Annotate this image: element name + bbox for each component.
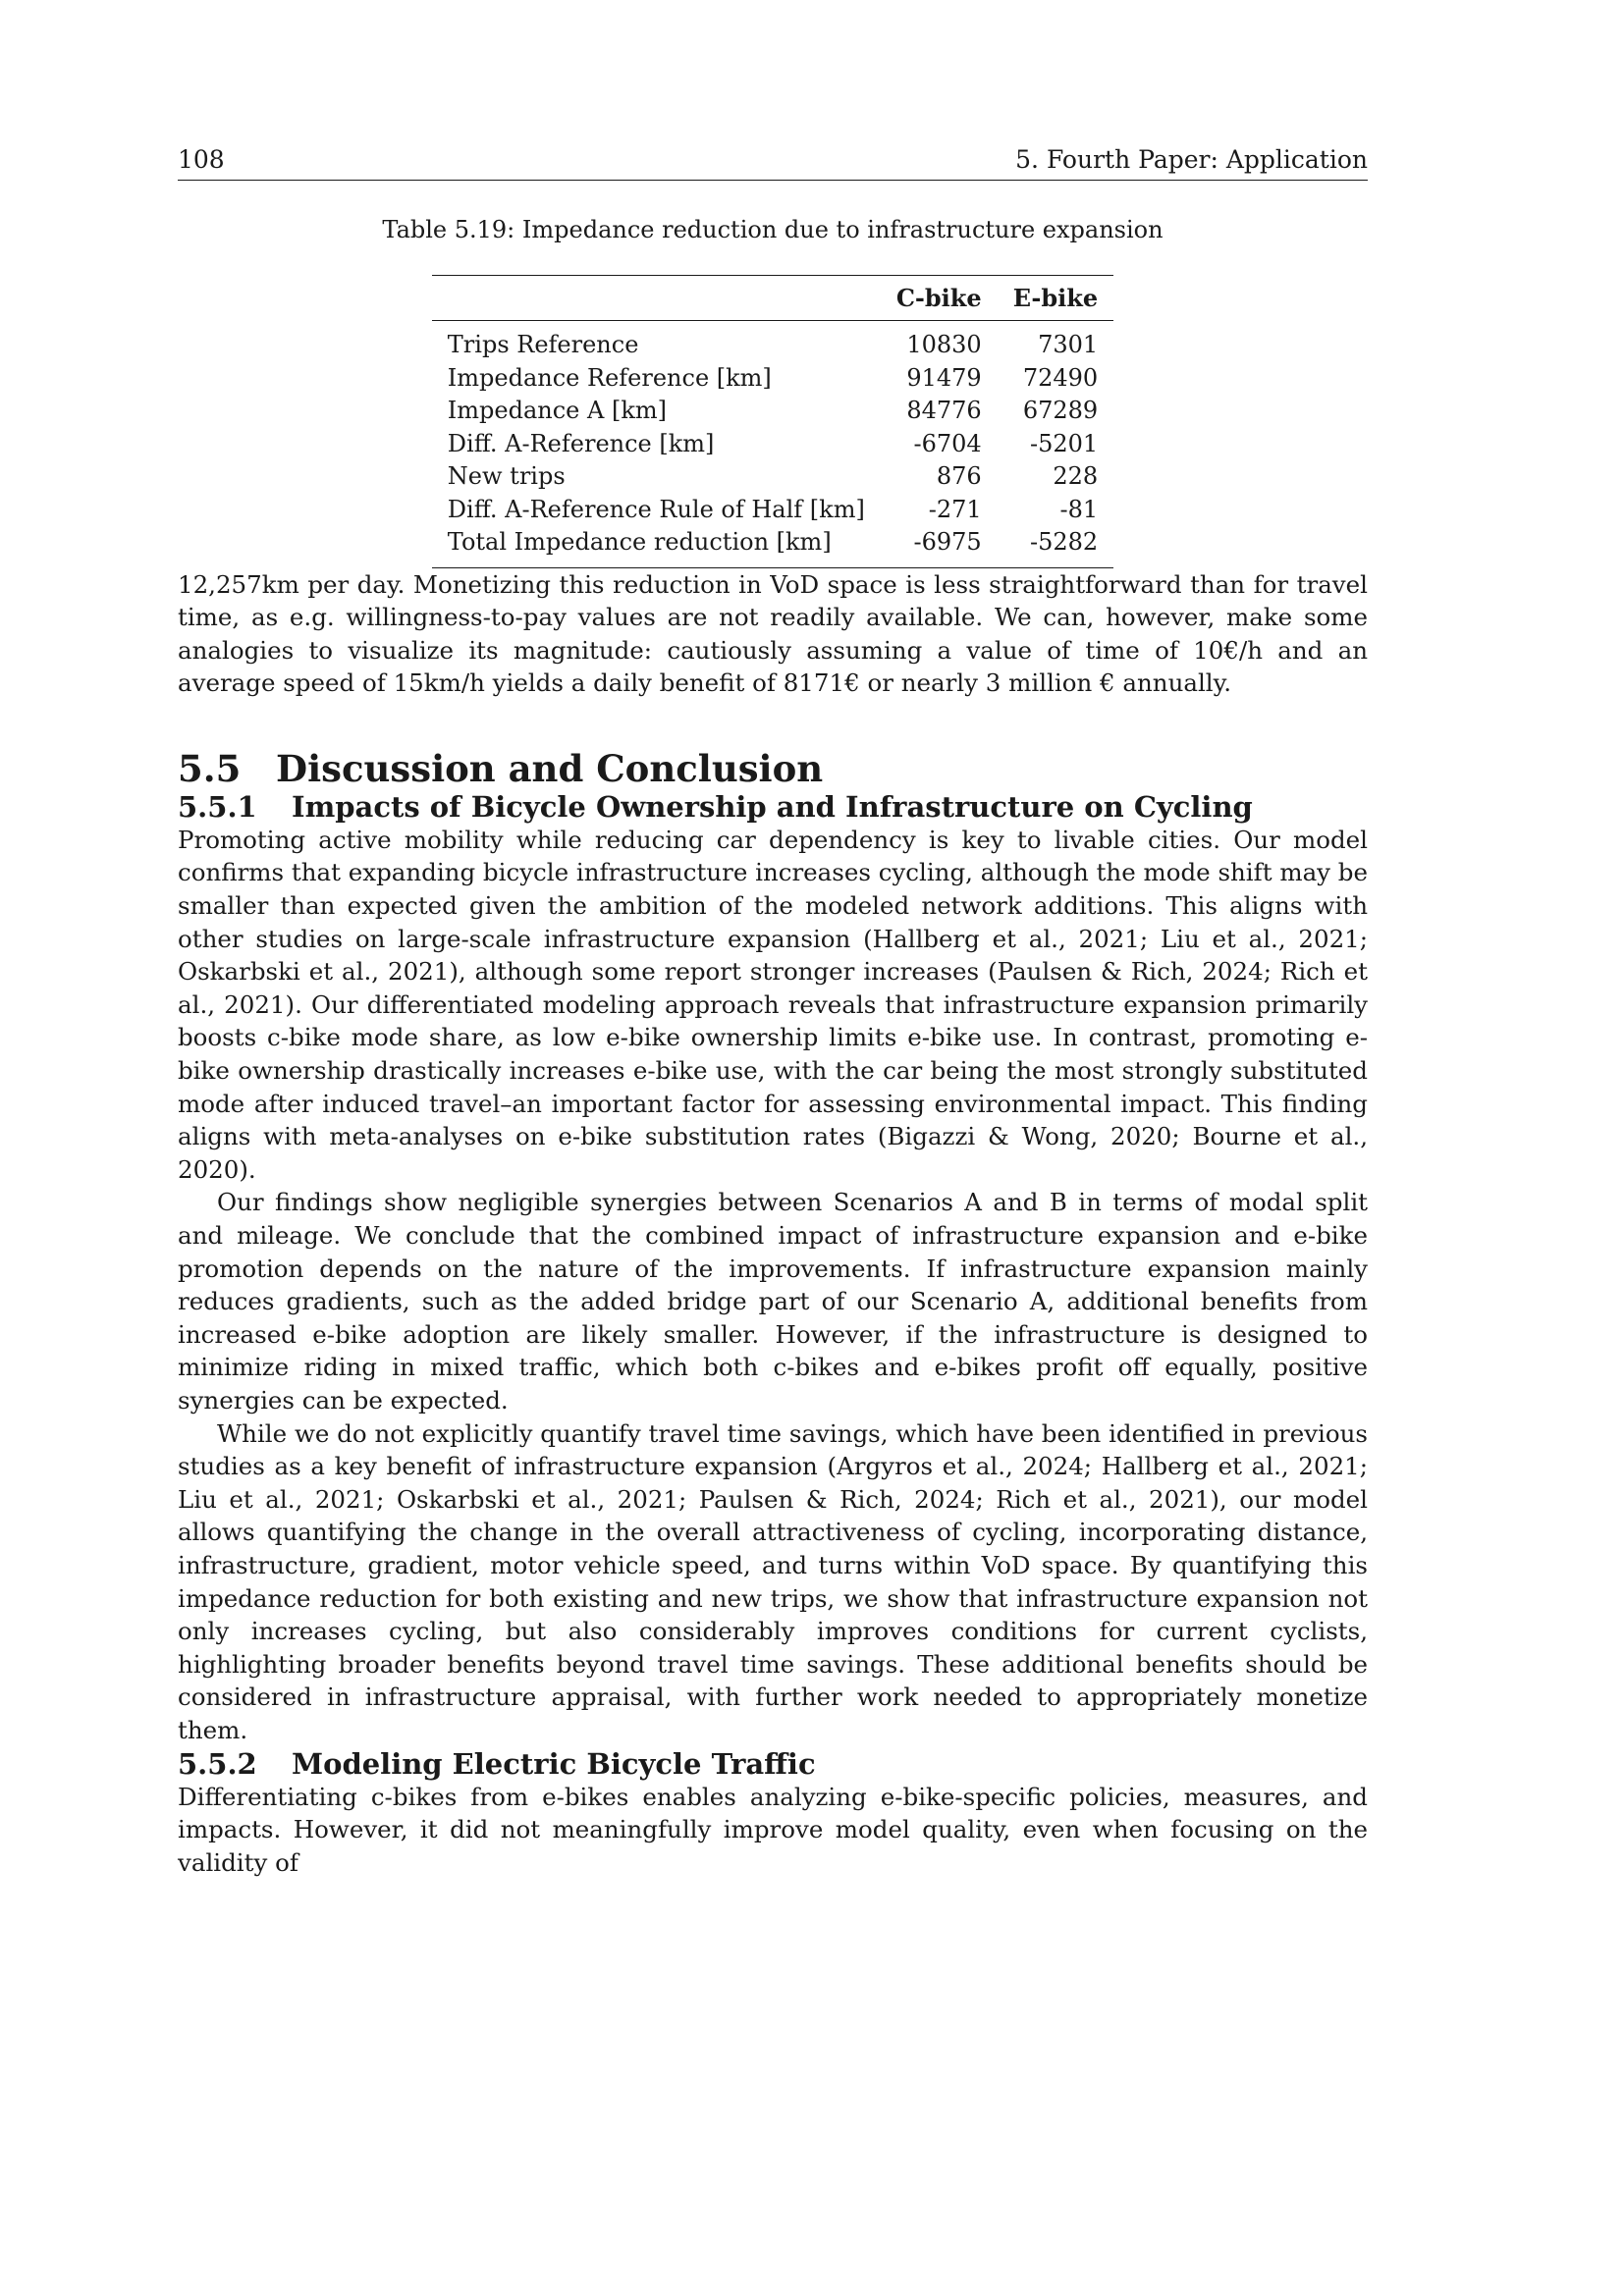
cbike-value: -271 (928, 495, 982, 523)
intro-paragraph: 12,257km per day. Monetizing this reduction in VoD space is less straightforward than for travel time, as e.g. willingness-to-pay values are not readily available. We can, however, make some analogies to visualize its magnitude: cautiously assuming a value of time of 10€/h and an average speed of 15km/h yields a daily benefit of 8171€ or nearly 3 million € annually. (178, 569, 1368, 698)
cbike-value: 876 (936, 462, 982, 490)
table-row (432, 395, 1113, 428)
subsection-heading-2 (178, 1747, 1368, 1781)
subsection-heading-1 (178, 790, 1368, 824)
chapter-title: 5. Fourth Paper: Application (1015, 145, 1368, 174)
table-header-empty (432, 276, 881, 321)
row-label: Diff. A-Reference Rule of Half [km] (447, 495, 865, 523)
table-caption: Table 5.19: Impedance reduction due to infrastructure expansion (382, 216, 1164, 243)
ebike-value: 72490 (1022, 363, 1099, 392)
row-label: Trips Reference (447, 331, 639, 358)
impedance-table (432, 275, 1113, 568)
ebike-value: -81 (1059, 495, 1099, 523)
ebike-value: 228 (1053, 462, 1099, 490)
running-header (178, 145, 1368, 181)
page-number: 108 (178, 145, 225, 174)
table-header-cbike: C-bike (881, 276, 998, 321)
table-row (432, 321, 1113, 362)
body-paragraph: Promoting active mobility while reducing car dependency is key to livable cities. Our model confirms that expanding bicycle infrastructure increases cycling, although the mode shift may be smaller than expected given the ambition of the modeled network additions. This aligns with other studies on large-scale infrastructure expansion (Hallberg et al., 2021; Liu et al., 2021; Oskarbski et al., 2021), although some report stronger increases (Paulsen & Rich, 2024; Rich et al., 2021). Our differentiated modeling approach reveals that infrastructure expansion primarily boosts c-bike mode share, as low e-bike ownership limits e-bike use. In contrast, promoting e-bike ownership drastically increases e-bike use, with the car being the most strongly substituted mode after induced travel–an important factor for assessing environmental impact. This finding aligns with meta-analyses on e-bike substitution rates (Bigazzi & Wong, 2020; Bourne et al., 2020). (178, 825, 1368, 1184)
row-label: Total Impedance reduction [km] (447, 528, 832, 556)
body-paragraph: While we do not explicitly quantify travel time savings, which have been identified in previous studies as a key benefit of infrastructure expansion (Argyros et al., 2024; Hallberg et al., 2021; Liu et al., 2021; Oskarbski et al., 2021; Paulsen & Rich, 2024; Rich et al., 2021), our model allows quantifying the change in the overall attractiveness of cycling, incorporating distance, infrastructure, gradient, motor vehicle speed, and turns within VoD space. By quantifying this impedance reduction for both existing and new trips, we show that infrastructure expansion not only increases cycling, but also considerably improves conditions for current cyclists, highlighting broader benefits beyond travel time savings. These additional benefits should be considered in infrastructure appraisal, with further work needed to appropriately monetize them. (178, 1418, 1368, 1744)
table-row (432, 494, 1113, 527)
section-heading (178, 747, 1368, 790)
cbike-value: 10830 (906, 331, 982, 358)
table-header-row (432, 276, 1113, 321)
ebike-value: 7301 (1038, 331, 1099, 358)
subsection-number: 5.5.1 (178, 789, 257, 824)
cbike-value: 91479 (906, 363, 982, 392)
body-paragraph: Our findings show negligible synergies between Scenarios A and B in terms of modal split and mileage. We conclude that the combined impact of infrastructure expansion and e-bike promotion depends on the nature of the improvements. If infrastructure expansion mainly reduces gradients, such as the added bridge part of our Scenario A, additional benefits from increased e-bike adoption are likely smaller. However, if the infrastructure is designed to minimize riding in mixed traffic, which both c-bikes and e-bikes profit off equally, positive synergies can be expected. (178, 1188, 1368, 1415)
subsection-title: Modeling Electric Bicycle Traffic (292, 1746, 816, 1781)
table-row (432, 526, 1113, 567)
table-container (178, 275, 1368, 568)
section-title: Discussion and Conclusion (276, 746, 824, 790)
ebike-value: -5282 (1030, 528, 1099, 556)
row-label: New trips (447, 462, 566, 490)
table-row (432, 362, 1113, 396)
table-row (432, 460, 1113, 494)
cbike-value: 84776 (906, 397, 982, 424)
cbike-value: -6704 (913, 429, 982, 457)
row-label: Diff. A-Reference [km] (447, 429, 715, 457)
table-header-ebike: E-bike (998, 276, 1114, 321)
cbike-value: -6975 (913, 528, 982, 556)
ebike-value: -5201 (1030, 429, 1099, 457)
table-row (432, 428, 1113, 461)
subsection-title: Impacts of Bicycle Ownership and Infrastructure on Cycling (292, 789, 1253, 824)
section-number: 5.5 (178, 746, 242, 790)
row-label: Impedance A [km] (447, 397, 667, 424)
subsection-number: 5.5.2 (178, 1746, 257, 1781)
ebike-value: 67289 (1022, 397, 1099, 424)
body-paragraph: Differentiating c-bikes from e-bikes enables analyzing e-bike-specific policies, measures, and impacts. However, it did not meaningfully improve model quality, even when focusing on the validity of (178, 1782, 1368, 1877)
page (178, 145, 1368, 1879)
row-label: Impedance Reference [km] (447, 363, 772, 392)
